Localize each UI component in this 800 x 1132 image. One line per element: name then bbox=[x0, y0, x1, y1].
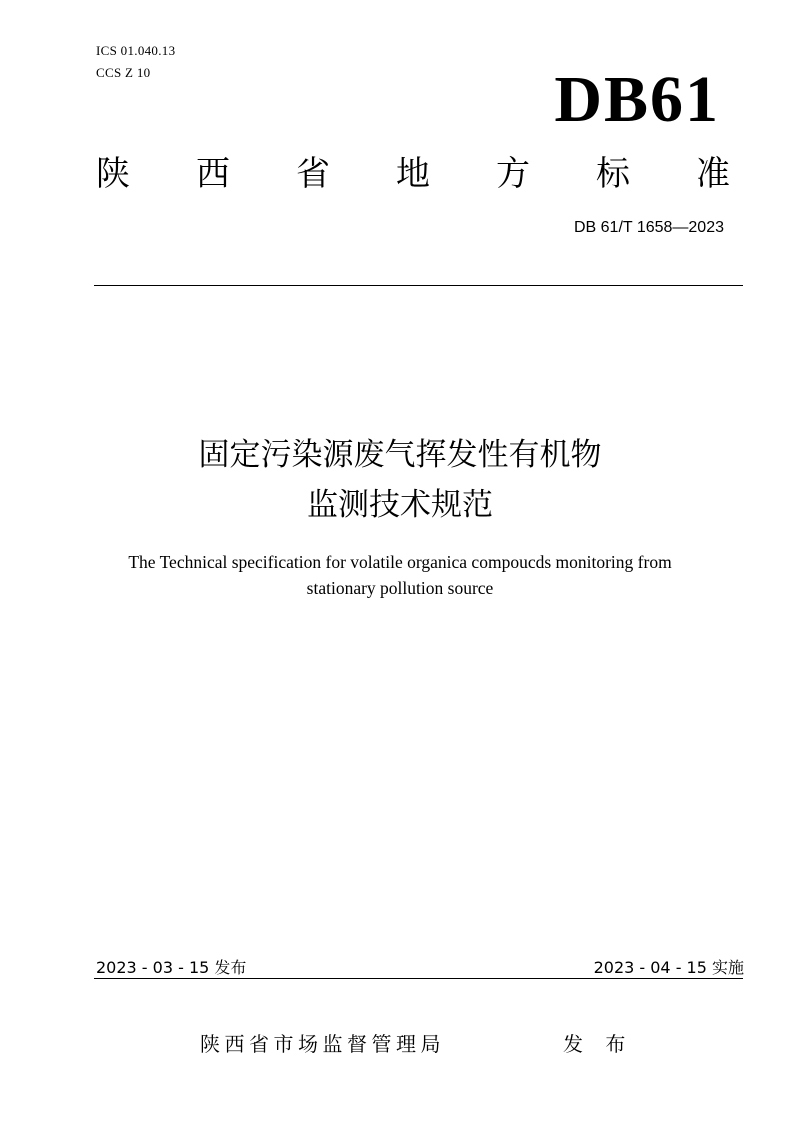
title-en-line-1: The Technical specification for volatile organica compoucds monitoring from bbox=[128, 552, 672, 572]
authority-char: 方 bbox=[496, 154, 530, 194]
ccs-code: CCS Z 10 bbox=[96, 65, 151, 80]
title-cn-line-2: 监测技术规范 bbox=[307, 487, 493, 523]
authority-title bbox=[96, 152, 730, 196]
issue-label: 发 布 bbox=[563, 1032, 634, 1056]
implementation-date: 2023 - 04 - 15 实施 bbox=[593, 958, 744, 977]
title-en-line-2: stationary pollution source bbox=[306, 578, 494, 598]
header-divider bbox=[94, 285, 743, 286]
ics-code: ICS 01.040.13 bbox=[96, 43, 176, 58]
footer-divider bbox=[94, 978, 743, 979]
authority-char: 西 bbox=[196, 154, 230, 194]
authority-char: 准 bbox=[696, 154, 730, 194]
standard-number: DB 61/T 1658—2023 bbox=[573, 219, 724, 236]
document-title-cn bbox=[0, 430, 800, 530]
issue-date: 2023 - 03 - 15 发布 bbox=[96, 958, 247, 977]
authority-char: 标 bbox=[596, 154, 630, 194]
authority-char: 省 bbox=[296, 154, 330, 194]
title-cn-line-1: 固定污染源废气挥发性有机物 bbox=[198, 437, 602, 473]
authority-char: 陕 bbox=[96, 154, 130, 194]
document-title-en bbox=[0, 549, 800, 601]
authority-char: 地 bbox=[396, 154, 430, 194]
issuing-authority: 陕西省市场监督管理局 bbox=[200, 1032, 445, 1056]
classification-codes bbox=[96, 40, 175, 84]
standard-code: DB61 bbox=[554, 63, 720, 136]
